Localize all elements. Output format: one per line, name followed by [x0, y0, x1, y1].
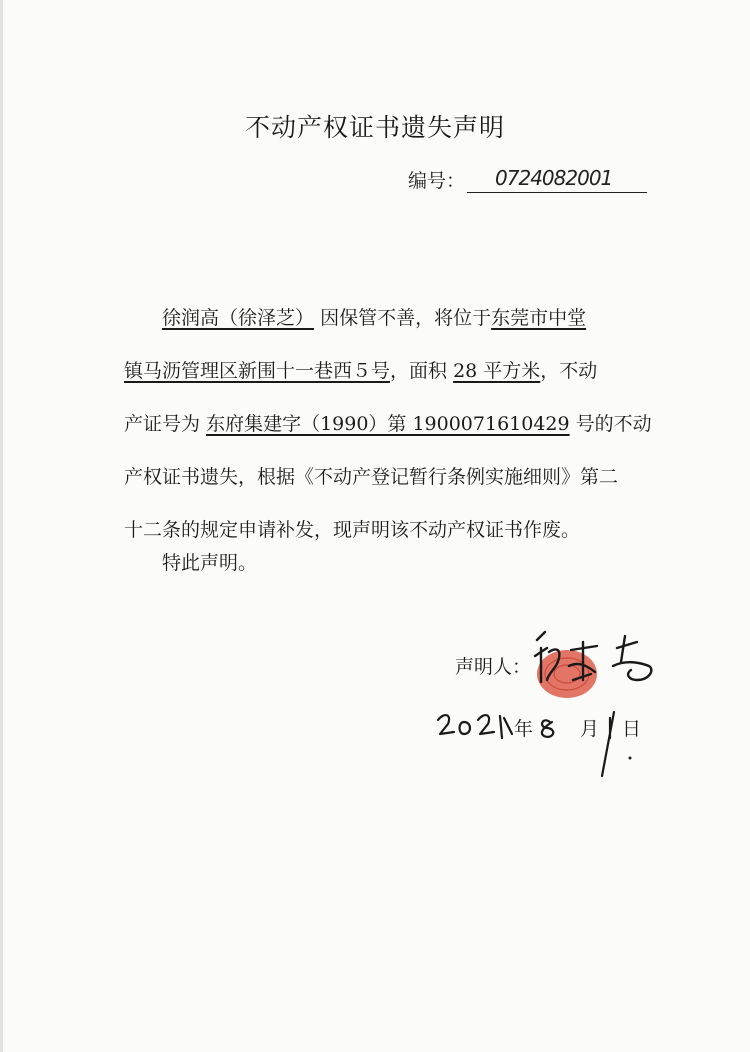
- body-text-5: 号的不动: [575, 413, 652, 435]
- date-row: [430, 706, 660, 786]
- body-line-3: [124, 398, 659, 451]
- body-text-3: ，不动: [540, 360, 598, 382]
- body-text-4: 产证号为: [124, 413, 201, 435]
- signature-with-fingerprint: [525, 622, 675, 712]
- number-row: [408, 166, 647, 193]
- year-label: 年: [514, 718, 534, 740]
- number-label: 编号：: [408, 170, 466, 192]
- body-line-1: [124, 292, 659, 345]
- document-title: 不动产权证书遗失声明: [244, 113, 505, 142]
- certificate-number: 东府集建字（1990）第 1900071610429: [206, 413, 570, 435]
- body-text-2: ，面积: [390, 360, 448, 382]
- owner-name: 徐润高（徐泽芝）: [162, 307, 315, 329]
- month-label: 月: [580, 718, 600, 740]
- body-line-4: 产权证书遗失，根据《不动产登记暂行条例实施细则》第二: [124, 466, 619, 488]
- body-line-2: [124, 345, 659, 398]
- area-value: 28 平方米: [453, 360, 541, 382]
- number-value: 0724082001: [495, 166, 613, 190]
- location-part-b: 镇马沥管理区新围十一巷西５号: [124, 360, 391, 382]
- body-line-5: 十二条的规定申请补发，现声明该不动产权证书作废。: [124, 519, 581, 541]
- declarant-label: 声明人：: [455, 656, 532, 678]
- closing-statement: 特此声明。: [162, 552, 258, 574]
- location-part-a: 东莞市中堂: [491, 307, 587, 329]
- declaration-body: [124, 292, 659, 557]
- day-label: 日: [622, 718, 642, 740]
- declarant-row: [455, 652, 531, 679]
- number-field: [467, 166, 647, 193]
- scan-edge: [0, 0, 3, 1052]
- body-text-1: 因保管不善，将位于: [320, 307, 492, 329]
